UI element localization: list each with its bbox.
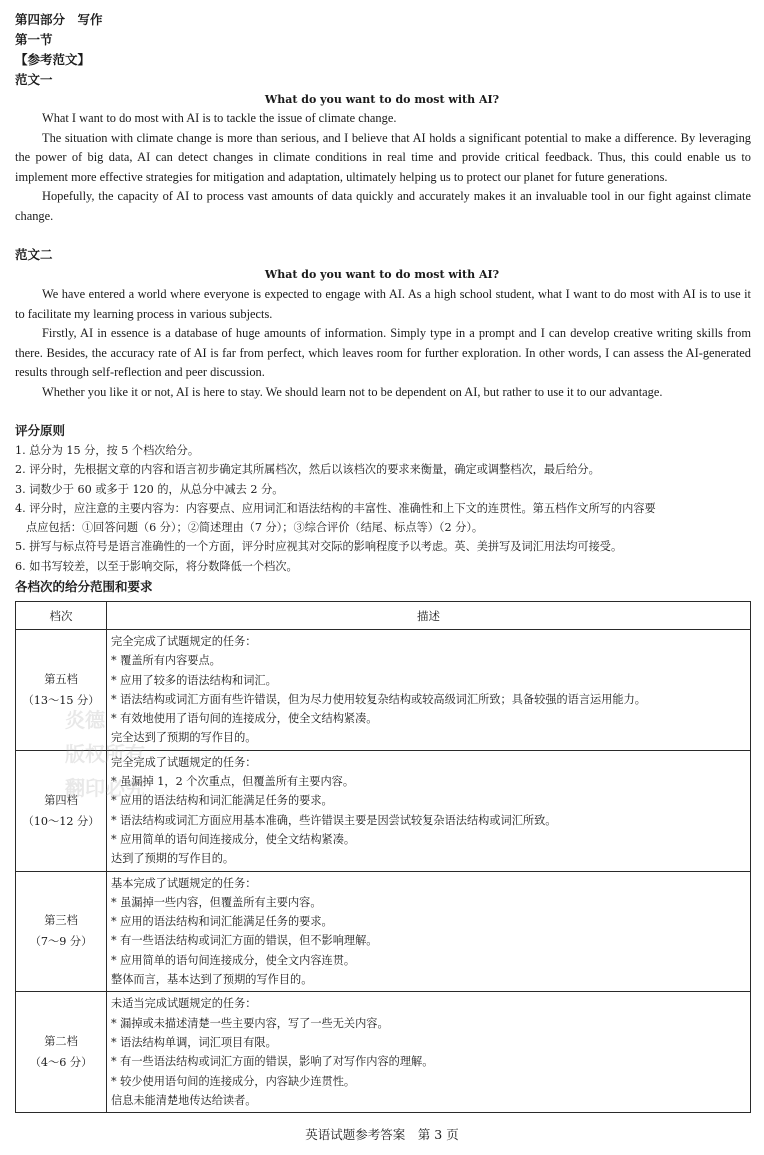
scoring-title: 评分原则 xyxy=(15,423,66,438)
rule-item: 1. 总分为 15 分，按 5 个档次给分。 xyxy=(15,444,200,457)
level-cell xyxy=(16,871,107,992)
sample2-paragraph: Whether you like it or not, AI is here to stay. We should learn not to be dependent on AI, but rather to use it to our advantage. xyxy=(42,384,663,399)
level-range: （7～9 分） xyxy=(29,935,93,949)
description-line: * 漏掉或未描述清楚一些主要内容，写了一些无关内容。 xyxy=(111,1016,389,1030)
rule-item: 5. 拼写与标点符号是语言准确性的一个方面，评分时应视其对交际的影响程度予以考虑。英、美拼写及词汇用法均可接受。 xyxy=(15,540,623,554)
sample2-paragraph: We have entered a world where everyone is expected to engage with AI. As a high school student, what I want to do most with AI is to use it to facilitate my learning process in various subjects. xyxy=(15,287,751,321)
description-line: 达到了预期的写作目的。 xyxy=(111,852,235,866)
table-row xyxy=(16,992,751,1113)
level-name: 第二档 xyxy=(44,1035,78,1049)
description-line: * 应用简单的语句间连接成分，使全文结构紧凑。 xyxy=(111,832,356,846)
level-cell xyxy=(16,630,107,751)
description-cell xyxy=(107,992,751,1113)
sample1-paragraph: The situation with climate change is more than serious, and I believe that AI holds a significant potential to make a difference. By leveraging the power of big data, AI can detect changes in climate conditions in real time and provide critical feedback. Thus, this could enable us to implement more effective strategies for mitigation and adaptation, ultimately helping us to protect our planet for future generations. xyxy=(15,130,751,184)
section-heading: 第四部分 写作 xyxy=(15,12,103,27)
level-range: （10～12 分） xyxy=(22,814,100,828)
description-line: * 应用的语法结构和词汇能满足任务的要求。 xyxy=(111,794,333,808)
description-line: * 语法结构或词汇方面有些许错误，但为尽力使用较复杂结构或较高级词汇所致；具备较强的语言运用能力。 xyxy=(111,692,646,706)
description-cell xyxy=(107,630,751,751)
watermark-line: 炎德 xyxy=(65,708,105,732)
description-line: * 覆盖所有内容要点。 xyxy=(111,654,221,668)
description-line: * 有一些语法结构或词汇方面的错误，影响了对写作内容的理解。 xyxy=(111,1055,434,1069)
rule-item-continued: 点应包括：①回答问题（6 分）；②简述理由（7 分）；③综合评价（结尾、标点等）（2 分）。 xyxy=(26,521,484,535)
rule-item: 4. 评分时，应注意的主要内容为：内容要点、应用词汇和语法结构的丰富性、准确性和上下文的连贯性。第五档作文所写的内容要 xyxy=(15,501,656,515)
description-line: * 有一些语法结构或词汇方面的错误，但不影响理解。 xyxy=(111,934,378,948)
description-cell xyxy=(107,871,751,992)
sample2-paragraph: Firstly, AI in essence is a database of huge amounts of information. Simply type in a prompt and I can develop creative writing skills from there. Besides, the accuracy rate of AI is far from perfect, which leaves room for further exploration. In other words, I can assess the AI-generated results through self-reflection and peer discussion. xyxy=(15,326,751,379)
table-row xyxy=(16,750,751,871)
description-line: * 应用了较多的语法结构和词汇。 xyxy=(111,673,277,687)
level-name: 第五档 xyxy=(44,672,78,686)
description-line: 整体而言，基本达到了预期的写作目的。 xyxy=(111,973,313,987)
sample2-title: What do you want to do most with AI? xyxy=(264,268,500,281)
grading-table xyxy=(15,601,751,1113)
table-title: 各档次的给分范围和要求 xyxy=(15,579,153,594)
level-cell xyxy=(16,992,107,1113)
sample1-label: 范文一 xyxy=(15,72,53,87)
sample1-paragraph: Hopefully, the capacity of AI to process vast amounts of data quickly and accurately makes it an invaluable tool in our fight against climate change. xyxy=(15,189,751,223)
rule-item: 3. 词数少于 60 或多于 120 的，从总分中减去 2 分。 xyxy=(15,482,284,496)
level-name: 第三档 xyxy=(44,914,78,928)
sample1-body xyxy=(15,109,751,226)
table-row xyxy=(16,871,751,992)
rule-item: 6. 如书写较差，以至于影响交际，将分数降低一个档次。 xyxy=(15,559,298,573)
description-line: * 语法结构或词汇方面应用基本准确，些许错误主要是因尝试较复杂语法结构或词汇所致。 xyxy=(111,813,557,827)
description-line: * 虽漏掉一些内容，但覆盖所有主要内容。 xyxy=(111,895,322,909)
description-line: 未适当完成试题规定的任务： xyxy=(111,997,257,1011)
sample2-label: 范文二 xyxy=(15,247,53,262)
page-footer: 英语试题参考答案 第 3 页 xyxy=(305,1127,459,1142)
description-line: * 虽漏掉 1，2 个次重点，但覆盖所有主要内容。 xyxy=(111,775,355,789)
level-range: （4～6 分） xyxy=(29,1056,93,1070)
description-line: 基本完成了试题规定的任务： xyxy=(111,876,257,890)
level-range: （13～15 分） xyxy=(22,693,100,707)
sample1-title: What do you want to do most with AI? xyxy=(264,93,500,106)
reference-label: 【参考范文】 xyxy=(15,52,91,67)
table-row xyxy=(16,630,751,751)
description-line: 完全完成了试题规定的任务： xyxy=(111,755,257,769)
sample2-body xyxy=(15,285,751,402)
description-line: 信息未能清楚地传达给读者。 xyxy=(111,1093,257,1107)
description-line: 完全达到了预期的写作目的。 xyxy=(111,731,257,745)
description-line: * 应用简单的语句间连接成分，使全文内容连贯。 xyxy=(111,953,356,967)
watermark-line: 翻印必究 xyxy=(65,776,145,800)
description-line: * 有效地使用了语句间的连接成分，使全文结构紧凑。 xyxy=(111,712,378,726)
description-line: * 应用的语法结构和词汇能满足任务的要求。 xyxy=(111,915,333,929)
rule-item: 2. 评分时，先根据文章的内容和语言初步确定其所属档次，然后以该档次的要求来衡量，确定或调整档次，最后给分。 xyxy=(15,463,600,477)
sample1-paragraph: What I want to do most with AI is to tackle the issue of climate change. xyxy=(42,111,397,125)
description-line: * 语法结构单调，词汇项目有限。 xyxy=(111,1035,277,1049)
description-cell xyxy=(107,750,751,871)
level-name: 第四档 xyxy=(44,793,78,807)
scoring-rules xyxy=(15,441,755,576)
header-description: 描述 xyxy=(107,602,751,630)
header-level: 档次 xyxy=(16,602,107,630)
level-cell xyxy=(16,750,107,871)
watermark-line: 版权所有 xyxy=(65,742,145,766)
description-line: * 较少使用语句间的连接成分，内容缺少连贯性。 xyxy=(111,1074,356,1088)
subsection-heading: 第一节 xyxy=(15,32,53,47)
table-header-row xyxy=(16,602,751,630)
description-line: 完全完成了试题规定的任务： xyxy=(111,635,257,648)
